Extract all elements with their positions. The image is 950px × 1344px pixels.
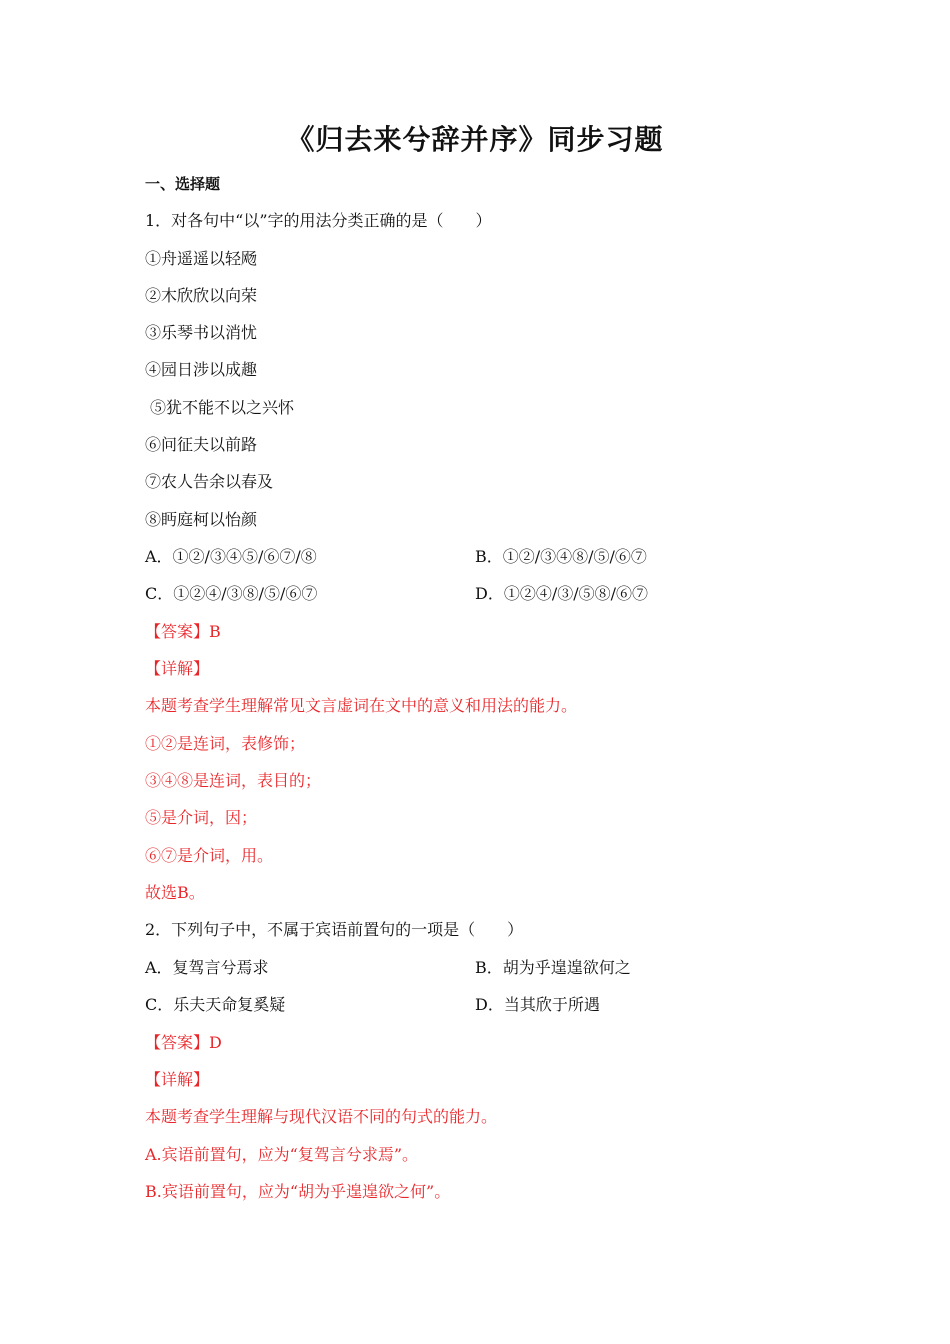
question-1-detail-label: 【详解】	[145, 659, 210, 678]
question-1-explanation: ①②是连词，表修饰；	[145, 734, 306, 753]
question-1-item: ⑦农人告余以春及	[145, 472, 274, 491]
question-1-item: ③乐琴书以消忧	[145, 323, 258, 342]
question-1-option-d: D．①②④/③/⑤⑧/⑥⑦	[475, 584, 649, 603]
question-2-explanation: 本题考查学生理解与现代汉语不同的句式的能力。	[145, 1107, 498, 1126]
question-1-answer: 【答案】B	[145, 622, 221, 641]
question-1-explanation: 本题考查学生理解常见文言虚词在文中的意义和用法的能力。	[145, 696, 578, 715]
question-2-explanation: B.宾语前置句，应为“胡为乎遑遑欲之何”。	[145, 1182, 451, 1201]
question-1-option-b: B．①②/③④⑧/⑤/⑥⑦	[475, 547, 647, 566]
question-1-stem: 1．对各句中“以”字的用法分类正确的是（ ）	[145, 211, 492, 230]
question-1-explanation: ⑥⑦是介词，用。	[145, 846, 274, 865]
question-1-item: ④园日涉以成趣	[145, 360, 258, 379]
question-2-option-a: A．复驾言兮焉求	[145, 958, 269, 977]
document-title: 《归去来兮辞并序》同步习题	[286, 123, 664, 156]
question-1-option-c: C．①②④/③⑧/⑤/⑥⑦	[145, 584, 318, 603]
question-2-option-b: B．胡为乎遑遑欲何之	[475, 958, 631, 977]
question-1-item: ⑤犹不能不以之兴怀	[150, 398, 295, 417]
question-1-item: ②木欣欣以向荣	[145, 286, 258, 305]
question-2-option-c: C．乐夫天命复奚疑	[145, 995, 286, 1014]
question-1-explanation: ③④⑧是连词，表目的；	[145, 771, 322, 790]
question-2-stem: 2．下列句子中，不属于宾语前置句的一项是（ ）	[145, 920, 524, 939]
question-2-option-d: D．当其欣于所遇	[475, 995, 600, 1014]
question-2-explanation: A.宾语前置句，应为“复驾言兮求焉”。	[145, 1145, 419, 1164]
section-heading: 一、选择题	[145, 175, 221, 193]
question-1-explanation: ⑤是介词，因；	[145, 808, 258, 827]
question-1-explanation: 故选B。	[145, 883, 205, 902]
question-1-item: ①舟遥遥以轻飏	[145, 249, 258, 268]
question-1-option-a: A．①②/③④⑤/⑥⑦/⑧	[145, 547, 317, 566]
question-2-detail-label: 【详解】	[145, 1070, 210, 1089]
question-2-answer: 【答案】D	[145, 1033, 222, 1052]
question-1-item: ⑧眄庭柯以怡颜	[145, 510, 258, 529]
question-1-item: ⑥问征夫以前路	[145, 435, 258, 454]
